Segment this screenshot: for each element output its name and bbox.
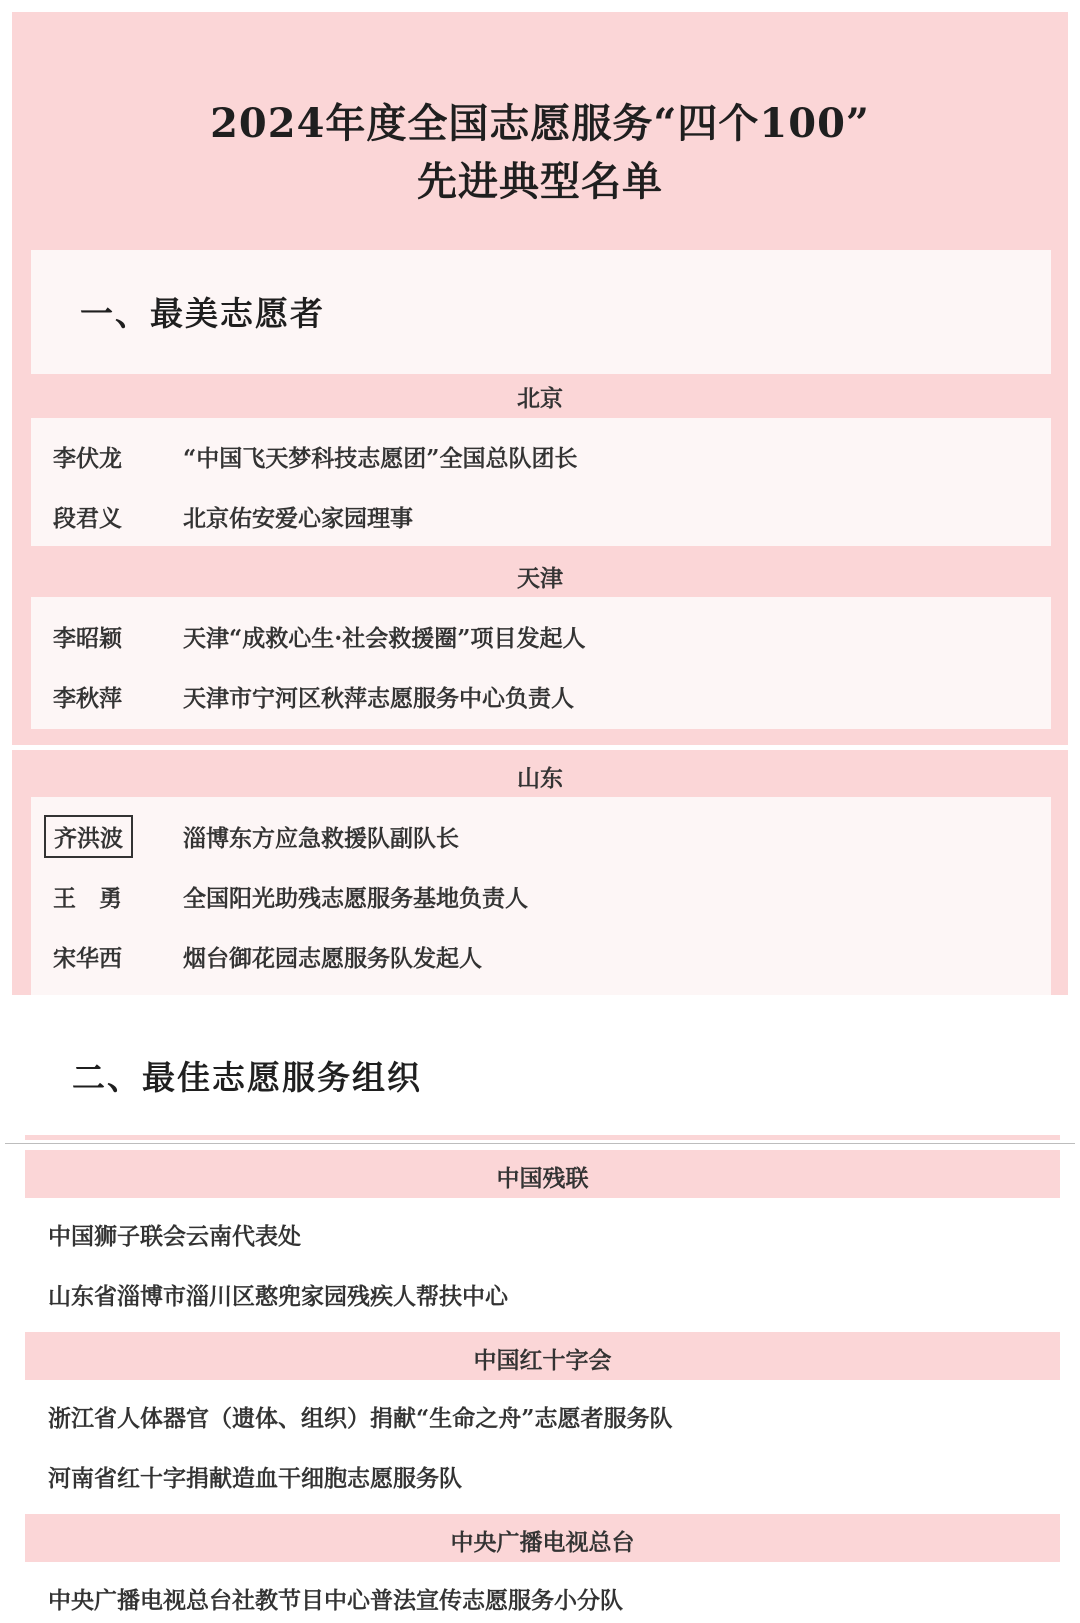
person-name: 李秋萍	[53, 685, 122, 712]
person-name-highlighted: 齐洪波	[44, 815, 133, 858]
category-label: 中国残联	[496, 1165, 589, 1192]
person-name: 宋华西	[53, 945, 122, 972]
person-desc: 全国阳光助残志愿服务基地负责人	[183, 885, 528, 912]
region-label-tianjin: 天津	[517, 565, 563, 592]
person-desc: 北京佑安爱心家园理事	[183, 505, 413, 532]
person-name: 王 勇	[53, 885, 122, 912]
top-pink-edge	[25, 1135, 1060, 1140]
person-name: 李伏龙	[53, 445, 122, 472]
org-item: 河南省红十字捐献造血干细胞志愿服务队	[48, 1465, 462, 1492]
region-label-shandong: 山东	[517, 765, 563, 792]
person-desc: 烟台御花园志愿服务队发起人	[183, 945, 482, 972]
org-item: 中国狮子联会云南代表处	[48, 1223, 301, 1250]
org-item: 中央广播电视总台社教节目中心普法宣传志愿服务小分队	[48, 1587, 623, 1614]
page-title-line1: 2024年度全国志愿服务“四个100”	[210, 100, 870, 147]
section2-heading: 二、最佳志愿服务组织	[72, 1058, 422, 1097]
org-item: 山东省淄博市淄川区憨兜家园残疾人帮扶中心	[48, 1283, 508, 1310]
person-name: 段君义	[53, 505, 122, 532]
divider-line	[5, 1143, 1075, 1144]
person-name: 李昭颖	[53, 625, 122, 652]
page-title-line2: 先进典型名单	[417, 158, 663, 205]
org-item: 浙江省人体器官（遗体、组织）捐献“生命之舟”志愿者服务队	[48, 1405, 673, 1432]
category-label: 中国红十字会	[473, 1347, 612, 1374]
region-label-beijing: 北京	[517, 385, 563, 412]
person-desc: “中国飞天梦科技志愿团”全国总队团长	[183, 445, 578, 472]
person-desc: 天津市宁河区秋萍志愿服务中心负责人	[183, 685, 574, 712]
person-desc: 淄博东方应急救援队副队长	[183, 825, 459, 852]
category-label: 中央广播电视总台	[450, 1529, 635, 1556]
section1-heading: 一、最美志愿者	[80, 294, 325, 333]
person-desc: 天津“成救心生·社会救援圈”项目发起人	[183, 625, 586, 652]
